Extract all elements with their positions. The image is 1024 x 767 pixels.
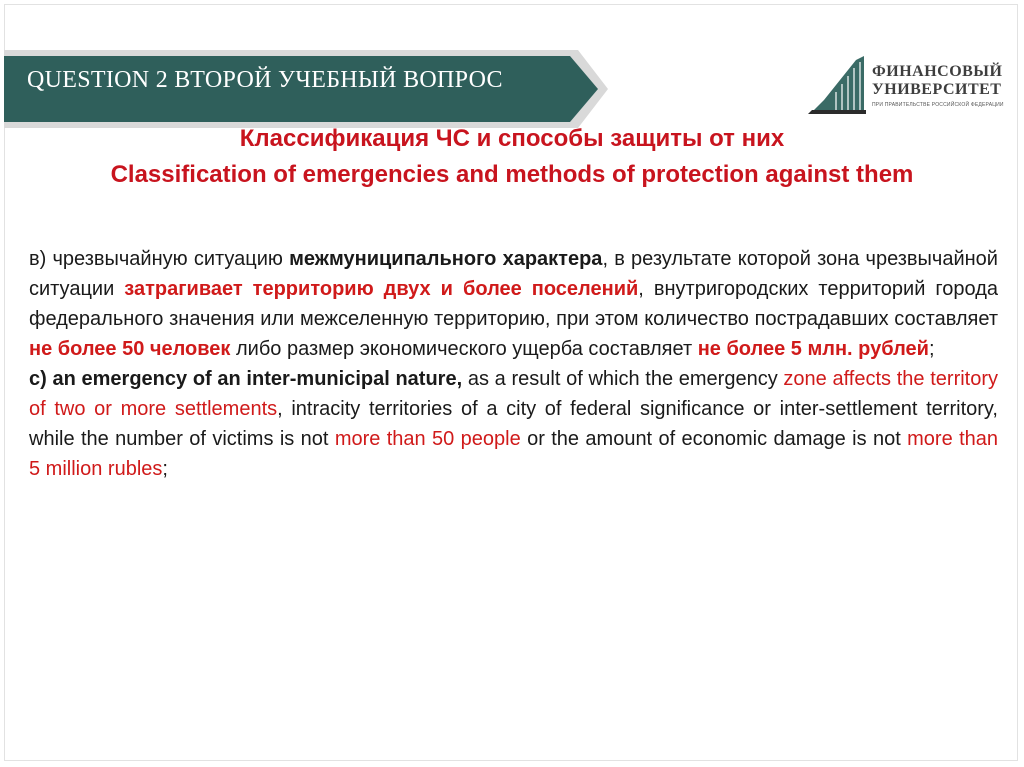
paragraph-english: [29, 364, 998, 484]
en-text-3: or the amount of economic damage is not: [520, 428, 908, 450]
ru-text-1: в) чрезвычайную ситуацию: [29, 248, 290, 270]
logo-emblem-icon: [804, 56, 870, 116]
ru-highlight-2: не более 50 человек: [29, 338, 231, 360]
logo-text-line1: ФИНАНСОВЫЙ: [872, 63, 1003, 80]
slide-titles: [40, 122, 984, 194]
en-highlight-2: more than 50 people: [334, 428, 521, 450]
en-text-1: as a result of which the emergency: [462, 368, 784, 390]
ru-text-5: ;: [928, 338, 935, 360]
ru-highlight-1: затрагивает территорию двух и более поселений: [124, 278, 639, 300]
ru-text-4: либо размер экономического ущерба составляет: [230, 338, 698, 360]
logo-text-line2: УНИВЕРСИТЕТ: [872, 81, 1002, 98]
ru-text-2: , в результате которой зона чрезвычайной ситуации: [29, 248, 998, 300]
university-logo: [804, 56, 1010, 116]
body-text: [29, 244, 998, 484]
ru-highlight-3: не более 5 млн. рублей: [697, 338, 929, 360]
en-highlight-1: zone affects the territory of two or more settlements: [29, 368, 999, 420]
question-banner: [4, 50, 608, 128]
title-english: Classification of emergencies and methods of protection against them: [110, 161, 914, 188]
paragraph-russian: [29, 244, 998, 364]
en-bold-1: c) an emergency of an inter-municipal nature,: [29, 368, 463, 390]
logo-text-line3: ПРИ ПРАВИТЕЛЬСТВЕ РОССИЙСКОЙ ФЕДЕРАЦИИ: [872, 102, 1004, 108]
ru-bold-1: межмуниципального характера: [289, 248, 603, 270]
banner-title: QUESTION 2 ВТОРОЙ УЧЕБНЫЙ ВОПРОС: [27, 67, 503, 93]
title-russian: Классификация ЧС и способы защиты от них: [239, 125, 785, 152]
en-text-2: , intracity territories of a city of federal significance or inter-settlement territory, while the number of victims is not: [29, 398, 998, 450]
ru-text-3: , внутригородских территорий города федерального значения или межселенную территорию, при этом количество пострадавших составляет: [29, 278, 998, 330]
en-highlight-3: more than 5 million rubles: [29, 428, 999, 480]
en-text-4: ;: [162, 458, 168, 480]
